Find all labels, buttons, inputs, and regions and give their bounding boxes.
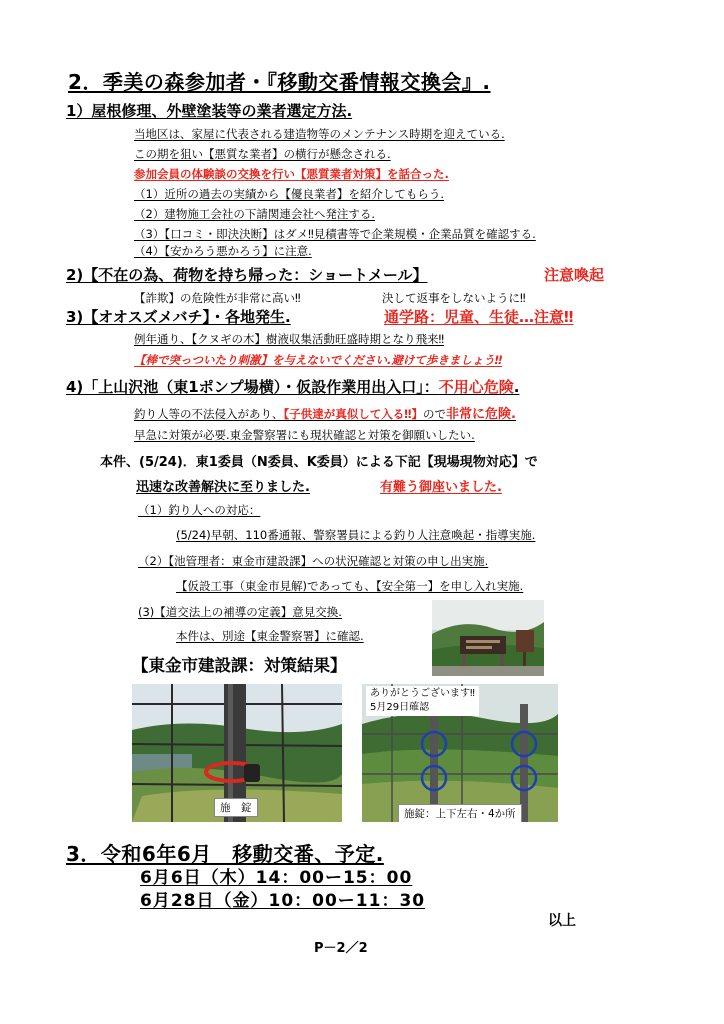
item4-heading: 4)「上山沢池（東1ポンプ場横）・仮設作業用出入口」：不用心危険. [66, 378, 520, 396]
item4-line1: 釣り人等の不法侵入があり、【子供達が真似して入る‼】ので非常に危険. [134, 407, 516, 422]
response1-detail: (5/24)早朝、110番通報、警察署員による釣り人注意喚起・指導実施. [176, 528, 536, 542]
fence-four-locks-photo [362, 684, 558, 822]
left-photo-caption: 施 錠 [214, 798, 258, 817]
photo-note-date: 5月29日確認 [370, 702, 430, 713]
fence-lock-photo [132, 684, 342, 822]
item2-heading: 2)【不在の為、荷物を持ち帰った：ショートメール】 [66, 266, 428, 284]
case-line2: 迅速な改善解決に至りました. [136, 480, 310, 495]
item1-point-3: （3）【口コミ・即決決断】はダメ‼見積書等で企業規模・企業品質を確認する. [134, 227, 536, 241]
schedule-date-1: 6月6日（木）14：00ー15：00 [140, 868, 413, 888]
item3-alert: 通学路：児童、生徒…注意‼ [384, 308, 574, 326]
item1-line2: この期を狙い【悪質な業者】の横行が懸念される. [134, 147, 391, 161]
response3-detail: 本件は、別途【東金警察署】に確認. [176, 629, 364, 643]
item1-heading: 1）屋根修理、外壁塗装等の業者選定方法. [66, 102, 353, 120]
case-line1: 本件、(5/24)．東1委員（N委員、K委員）による下記【現場現物対応】で [100, 455, 538, 470]
closing-text: 以上 [548, 913, 576, 929]
item1-point-1: （1）近所の過去の実績から【優良業者】を紹介してもらう. [134, 187, 444, 201]
response2: （2）【池管理者：東金市建設課】への状況確認と対策の申し出実施. [138, 554, 489, 568]
section2-title: 2．季美の森参加者・『移動交番情報交換会』. [68, 70, 491, 94]
page-number: P－2／2 [314, 941, 368, 956]
response2-detail: 【仮設工事（東金市見解)であっても、【安全第一】を申し入れ実施. [176, 579, 524, 593]
sign-photo [432, 600, 544, 676]
item1-point-4: （4）【安かろう悪かろう】に注意. [134, 244, 312, 258]
response3: (3)【道交法上の補導の定義】意見交換. [138, 605, 342, 619]
item4-line2: 早急に対策が必要.東金警察署にも現状確認と対策を御願いしたい. [134, 428, 475, 442]
item1-line3: 参加会員の体験談の交換を行い【悪質業者対策】を話合った. [134, 167, 449, 181]
right-photo-caption: 施錠：上下左右・4か所 [398, 804, 522, 822]
item3-line2: 【棒で突っついたり刺激】を与えないでください.避けて歩きましょう‼ [134, 353, 503, 367]
response1: （1）釣り人への対応： [138, 503, 261, 517]
item2-sub-left: 【詐欺】の危険性が非常に高い‼ [134, 291, 301, 305]
item1-line1: 当地区は、家屋に代表される建造物等のメンテナンス時期を迎えている. [134, 127, 505, 141]
thanks-text: 有難う御座いました. [380, 480, 502, 495]
photo-note-thanks: ありがとうございます‼ [370, 688, 475, 699]
item1-point-2: （2）建物施工会社の下請関連会社へ発注する. [134, 207, 375, 221]
item2-alert: 注意喚起 [544, 266, 605, 284]
item2-sub-right: 決して返事をしないように‼ [382, 291, 526, 305]
item3-heading: 3)【オオスズメバチ】・各地発生. [66, 308, 291, 326]
schedule-date-2: 6月28日（金）10：00ー11：30 [140, 891, 426, 911]
photo-note [366, 686, 479, 716]
item3-line1: 例年通り、【クヌギの木】樹液収集活動旺盛時期となり飛来‼ [134, 332, 445, 346]
section3-title: 3．令和6年6月 移動交番、予定. [66, 842, 384, 866]
result-heading: 【東金市建設課：対策結果】 [132, 656, 347, 675]
